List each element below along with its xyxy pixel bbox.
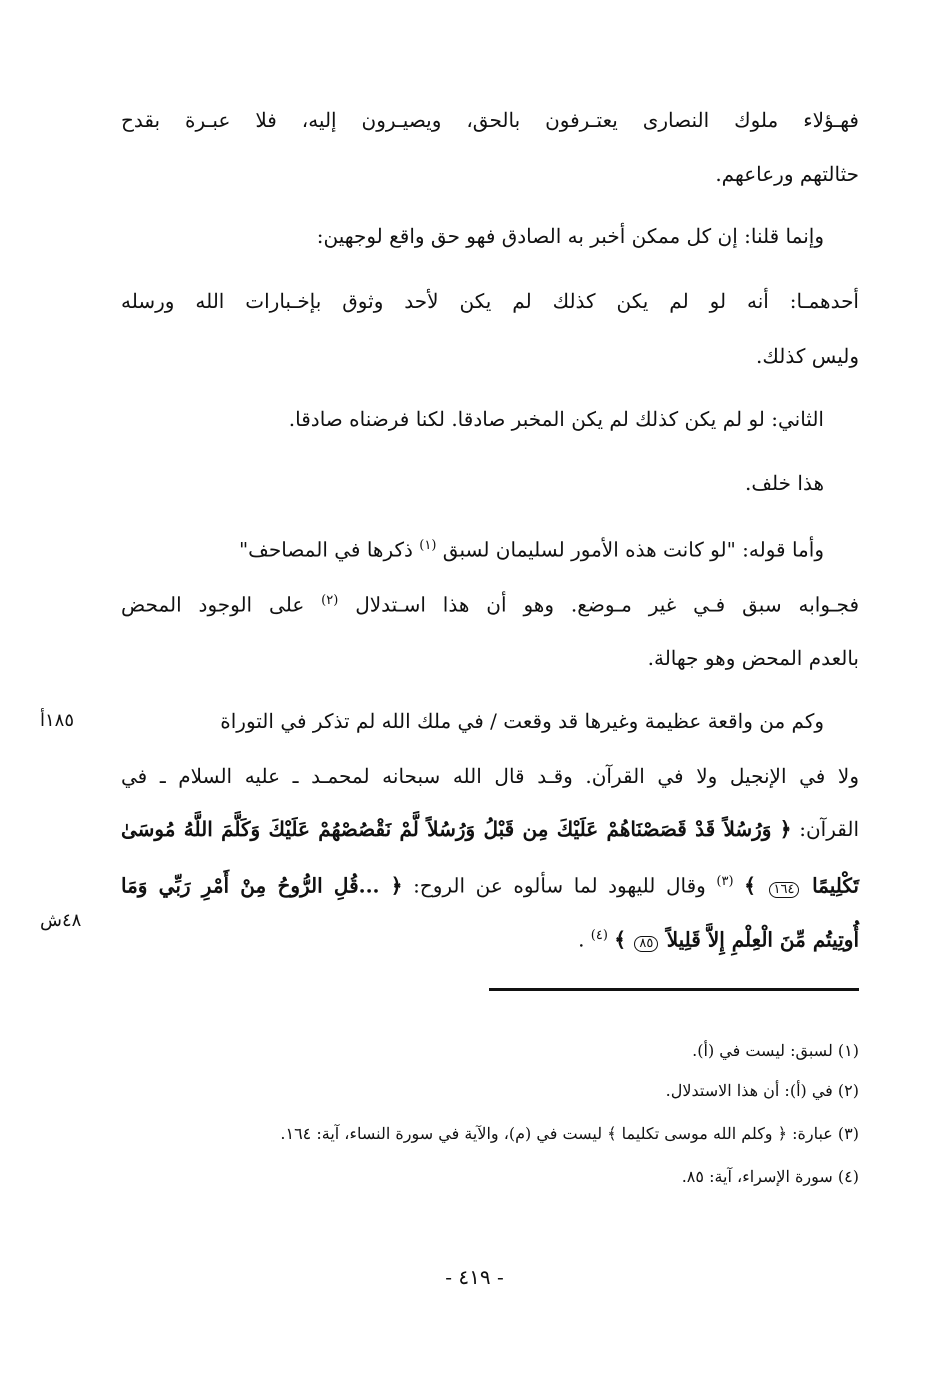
body-line-6: الثاني: لو لم يكن كذلك لم يكن المخبر صادقا. لكنا فرضناه صادقا. — [288, 407, 824, 431]
ayah-number: ١٦٤ — [769, 882, 800, 898]
body-line-4: أحدهمـا: أنه لو لم يكن كذلك لم يكن لأحد وثوق بإخـبارات الله ورسله — [121, 289, 859, 313]
body-line-10: بالعدم المحض وهو جهالة. — [647, 646, 859, 670]
quran-verse: ﴿ ...قُلِ الرُّوحُ مِنْ أَمْرِ رَبِّي وَمَا — [121, 873, 403, 898]
body-line-8 — [239, 530, 824, 566]
footnote-4: (٤) سورة الإسراء، آية: ٨٥. — [681, 1167, 859, 1186]
margin-note-manuscript: ٤٨ش — [40, 910, 82, 931]
quran-bracket: ﴾ — [744, 873, 756, 898]
body-line-12: ولا في الإنجيل ولا في القرآن. وقـد قال الله سبحانه لمحمـد ـ عليه السلام ـ في — [121, 764, 859, 788]
body-line-1: فهـؤلاء ملوك النصارى يعتـرفون بالحق، ويصيـرون إليه، فلا عبـرة بقدح — [121, 108, 859, 132]
body-text: وقال لليهود لما سألوه عن الروح: — [413, 873, 706, 898]
body-line-11: وكم من واقعة عظيمة وغيرها قد وقعت / في ملك الله لم تذكر في التوراة — [220, 709, 824, 733]
body-text: على الوجود المحض — [121, 592, 305, 617]
quran-bracket: ﴾ — [614, 927, 627, 952]
footnote-marker-1: (١) — [419, 538, 437, 553]
quran-verse: أُوتِيتُم مِّنَ الْعِلْمِ إِلاَّ قَلِيلاً — [666, 927, 859, 952]
body-line-3: وإنما قلنا: إن كل ممكن أخبر به الصادق فهو حق واقع لوجهين: — [316, 224, 824, 248]
footnote-divider — [489, 988, 859, 991]
footnote-1: (١) لسبق: ليست في (أ). — [692, 1041, 859, 1060]
footnote-marker-4: (٤) — [590, 928, 608, 943]
page-number: - ٤١٩ - — [445, 1265, 504, 1289]
body-line-9 — [121, 585, 859, 621]
quran-verse: ﴿ وَرُسُلاً قَدْ قَصَصْنَاهُمْ عَلَيْكَ مِن قَبْلُ وَرُسُلاً لَّمْ نَقْصُصْهُمْ عَلَيْكَ وَكَلَّمَ اللَّهُ مُوسَىٰ — [121, 817, 792, 841]
body-text: فجـوابه سبق فـي غير مـوضع. وهو أن هذا اسـتدلال — [355, 592, 860, 617]
body-line-7: هذا خلف. — [744, 471, 824, 495]
margin-note-folio: ١٨٥أ — [40, 710, 75, 731]
footnote-marker-2: (٢) — [321, 593, 339, 608]
body-text: ذكرها في المصاحف" — [238, 537, 413, 562]
body-text: وأما قوله: "لو كانت هذه الأمور لسليمان لسبق — [442, 537, 824, 562]
body-line-14 — [121, 866, 859, 902]
ayah-number: ٨٥ — [634, 936, 658, 952]
body-line-2: حثالتهم ورعاعهم. — [715, 162, 859, 186]
footnote-2: (٢) في (أ): أن هذا الاستدلال. — [665, 1081, 859, 1100]
footnote-marker-3: (٣) — [716, 874, 734, 889]
body-text: . — [578, 927, 585, 952]
body-line-15 — [578, 920, 859, 956]
body-text: القرآن: — [799, 817, 860, 841]
body-line-13 — [121, 813, 859, 845]
quran-verse: تَكْلِيمًا — [812, 873, 859, 898]
body-line-5: وليس كذلك. — [756, 344, 859, 368]
footnote-3: (٣) عبارة: ﴿ وكلم الله موسى تكليما ﴾ ليست في (م)، والآية في سورة النساء، آية: ١٦٤. — [280, 1124, 859, 1143]
